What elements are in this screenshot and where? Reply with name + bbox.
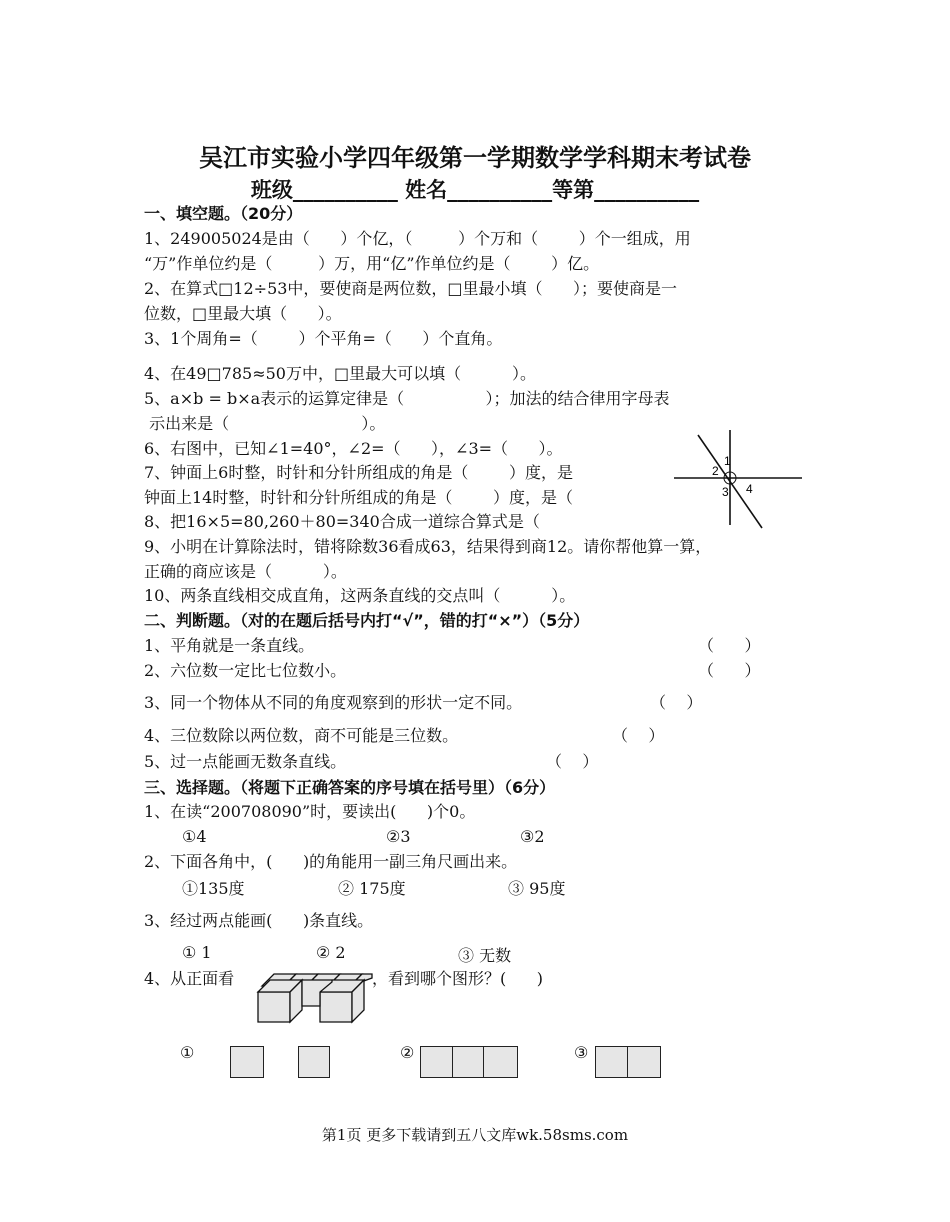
angle-label-2: 2	[712, 464, 719, 478]
choice-q1-option-3[interactable]: ③2	[520, 827, 545, 846]
student-info-line: 班级__________ 姓名__________等第__________	[250, 178, 700, 202]
angle-label-4: 4	[746, 482, 753, 496]
choice-q3-option-3[interactable]: ③ 无数	[458, 946, 512, 965]
option2-three-squares	[420, 1046, 518, 1078]
q7-line2: 钟面上14时整，时针和分针所组成的角是（ ）度，是（	[144, 488, 574, 507]
q5-line1: 5、a×b = b×a表示的运算定律是（ ）；加法的结合律用字母表	[144, 389, 670, 408]
q1-line2: “万”作单位约是（ ）万，用“亿”作单位约是（ ）亿。	[144, 254, 600, 273]
judge-q3: 3、同一个物体从不同的角度观察到的形状一定不同。	[144, 693, 523, 712]
q6-line: 6、右图中，已知∠1=40°，∠2=（ ），∠3=（ ）。	[144, 439, 563, 458]
choice-q3-option-1[interactable]: ① 1	[182, 943, 212, 962]
choice-q4-option-3-label[interactable]: ③	[574, 1043, 589, 1062]
q9-line2: 正确的商应该是（ ）。	[144, 562, 347, 581]
section3-heading: 三、选择题。（将题下正确答案的序号填在括号里）（6分）	[144, 778, 556, 797]
judge-q1-bracket[interactable]: （ ）	[698, 636, 761, 655]
choice-q3: 3、经过两点能画( )条直线。	[144, 911, 374, 930]
judge-q4: 4、三位数除以两位数，商不可能是三位数。	[144, 726, 459, 745]
q2-line1: 2、在算式□12÷53中，要使商是两位数，□里最小填（ ）；要使商是一	[144, 279, 678, 298]
choice-q2: 2、下面各角中，( )的角能用一副三角尺画出来。	[144, 852, 518, 871]
choice-q3-option-2[interactable]: ② 2	[316, 943, 346, 962]
choice-q1: 1、在读“200708090”时，要读出( )个0。	[144, 802, 476, 821]
q9-line1: 9、小明在计算除法时，错将除数36看成63，结果得到商12。请你帮他算一算，	[144, 537, 712, 556]
q8-line: 8、把16×5=80,260＋80=340合成一道综合算式是（	[144, 512, 540, 531]
section1-heading: 一、填空题。（20分）	[144, 204, 303, 223]
choice-q2-option-1[interactable]: ①135度	[182, 879, 245, 898]
section2-heading: 二、判断题。（对的在题后括号内打“√”，错的打“×”）（5分）	[144, 611, 590, 630]
choice-q2-option-3[interactable]: ③ 95度	[508, 879, 566, 898]
page-title: 吴江市实验小学四年级第一学期数学学科期末考试卷	[199, 144, 751, 172]
q3-line: 3、1个周角=（ ）个平角=（ ）个直角。	[144, 329, 503, 348]
q10-line: 10、两条直线相交成直角，这两条直线的交点叫（ ）。	[144, 586, 576, 605]
judge-q1: 1、平角就是一条直线。	[144, 636, 315, 655]
page-footer: 第1页 更多下载请到五八文库wk.58sms.com	[321, 1126, 629, 1144]
cube-figure	[256, 968, 378, 1026]
angle-label-3: 3	[722, 485, 729, 499]
judge-q5: 5、过一点能画无数条直线。	[144, 752, 347, 771]
choice-q1-option-2[interactable]: ②3	[386, 827, 411, 846]
judge-q3-bracket[interactable]: （ ）	[650, 693, 703, 712]
judge-q5-bracket[interactable]: （ ）	[546, 752, 599, 771]
judge-q2-bracket[interactable]: （ ）	[698, 661, 761, 680]
choice-q4-option-1-label[interactable]: ①	[180, 1043, 195, 1062]
q7-line1: 7、钟面上6时整，时针和分针所组成的角是（ ）度，是	[144, 463, 574, 482]
angle-figure	[670, 430, 810, 530]
choice-q4-suffix: ，看到哪个图形？( )	[372, 969, 544, 988]
option1-square-a	[230, 1046, 264, 1078]
q2-line2: 位数，□里最大填（ ）。	[144, 304, 342, 323]
judge-q4-bracket[interactable]: （ ）	[612, 726, 665, 745]
q1-line1: 1、249005024是由（ ）个亿，（ ）个万和（ ）个一组成，用	[144, 229, 691, 248]
q4-line: 4、在49□785≈50万中，□里最大可以填（ ）。	[144, 364, 536, 383]
choice-q1-option-1[interactable]: ①4	[182, 827, 207, 846]
option3-two-squares	[595, 1046, 661, 1078]
q5-line2: 示出来是（ ）。	[144, 414, 386, 433]
choice-q4-option-2-label[interactable]: ②	[400, 1043, 415, 1062]
angle-label-1: 1	[724, 454, 731, 468]
option1-square-b	[298, 1046, 330, 1078]
choice-q4-prefix: 4、从正面看	[144, 969, 235, 988]
choice-q2-option-2[interactable]: ② 175度	[338, 879, 406, 898]
judge-q2: 2、六位数一定比七位数小。	[144, 661, 347, 680]
